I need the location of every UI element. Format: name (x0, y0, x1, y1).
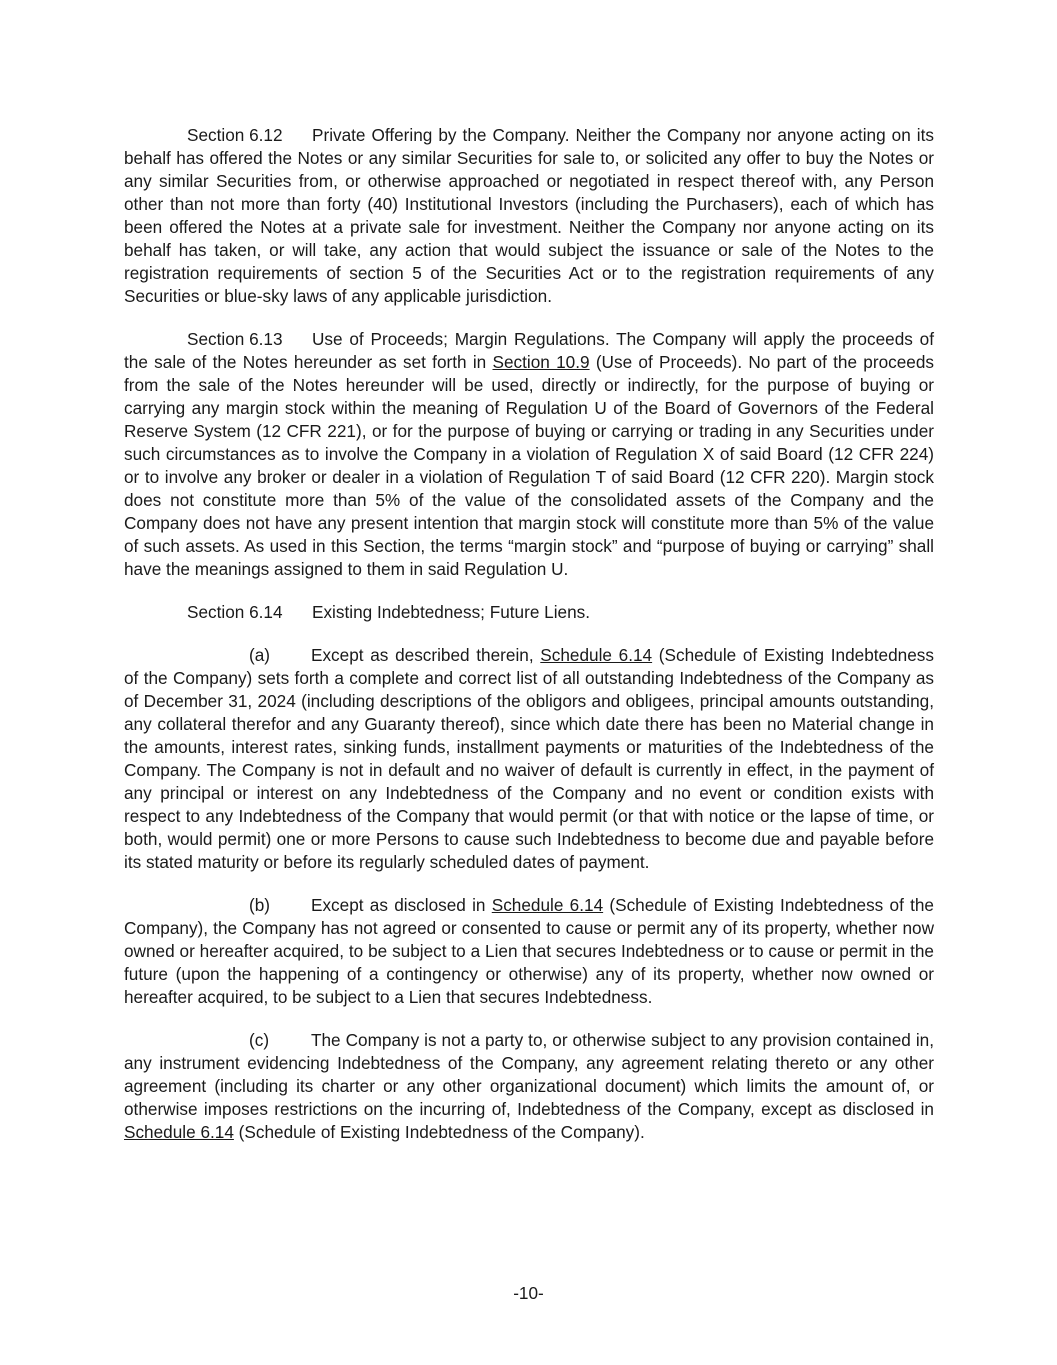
section-text: Neither the Company nor anyone acting on its behalf has offered the Notes or any similar Securities for sale to, or solicited any offer to buy the Notes or any similar Securities from, or otherwise approached or negotiated in respect thereof with, any Person other than not more than forty (40) Institutional Investors (including the Purchasers), each of which has been offered the Notes at a private sale for investment. Neither the Company nor anyone acting on its behalf has taken, or will take, any action that would subject the issuance or sale of the Notes to the registration requirements of section 5 of the Securities Act or to the registration requirements of any Securities or blue-sky laws of any applicable jurisdiction. (124, 125, 934, 306)
subsection-b (124, 894, 934, 1009)
section-text: (Use of Proceeds). No part of the proceeds from the sale of the Notes hereunder will be used, directly or indirectly, for the purpose of buying or carrying any margin stock within the meaning of Regulation U of the Board of Governors of the Federal Reserve System (12 CFR 221), or for the purpose of buying or carrying or trading in any Securities under such circumstances as to involve the Company in a violation of Regulation X of said Board (12 CFR 224) or to involve any broker or dealer in a violation of Regulation T of said Board (12 CFR 220). Margin stock does not constitute more than 5% of the value of the consolidated assets of the Company and the Company does not have any present intention that margin stock will constitute more than 5% of the value of such assets. As used in this Section, the terms “margin stock” and “purpose of buying or carrying” shall have the meanings assigned to them in said Regulation U. (124, 352, 934, 579)
section-number: Section 6.14 (187, 602, 283, 622)
subsection-label: (c) (249, 1030, 270, 1050)
subsection-text: (Schedule of Existing Indebtedness of the Company), the Company has not agreed or consented to cause or permit any of its property, whether now owned or hereafter acquired, to be subject to a Lien that secures Indebtedness or to cause or permit in the future (upon the happening of a contingency or otherwise) any of its property, whether now owned or hereafter acquired, to be subject to a Lien that secures Indebtedness. (124, 895, 934, 1007)
section-heading: Private Offering by the Company. (312, 125, 570, 145)
subsection-text: Except as described therein, (311, 645, 541, 665)
subsection-label: (a) (249, 645, 271, 665)
section-6-13 (124, 328, 934, 581)
document-body (124, 124, 934, 1164)
cross-reference-link[interactable]: Schedule 6.14 (124, 1122, 234, 1142)
subsection-text: (Schedule of Existing Indebtedness of the Company). (233, 1122, 645, 1142)
subsection-label: (b) (249, 895, 271, 915)
subsection-a (124, 644, 934, 874)
section-number: Section 6.12 (187, 125, 283, 145)
cross-reference-link[interactable]: Schedule 6.14 (491, 895, 604, 915)
section-6-14 (124, 601, 934, 624)
cross-reference-link[interactable]: Schedule 6.14 (540, 645, 653, 665)
section-heading: Use of Proceeds; Margin Regulations. (312, 329, 610, 349)
subsection-c (124, 1029, 934, 1144)
cross-reference-link[interactable]: Section 10.9 (492, 352, 590, 372)
section-6-12 (124, 124, 934, 308)
page-number: -10- (513, 1283, 544, 1303)
section-heading: Existing Indebtedness; Future Liens. (312, 602, 591, 622)
subsection-text: (Schedule of Existing Indebtedness of the Company) sets forth a complete and correct list of all outstanding Indebtedness of the Company as of December 31, 2024 (including descriptions of the obligors and obligees, principal amounts outstanding, any collateral therefor and any Guaranty thereof), since which date there has been no Material change in the amounts, interest rates, sinking funds, installment payments or maturities of the Indebtedness of the Company. The Company is not in default and no waiver of default is currently in effect, in the payment of any principal or interest on any Indebtedness of the Company and no event or condition exists with respect to any Indebtedness of the Company that would permit (or that with notice or the lapse of time, or both, would permit) one or more Persons to cause such Indebtedness to become due and payable before its stated maturity or before its regularly scheduled dates of payment. (124, 645, 934, 872)
section-text: The Company will apply the proceeds of the sale of the Notes hereunder as set forth in (124, 329, 934, 372)
subsection-text: Except as disclosed in (311, 895, 492, 915)
subsection-text: The Company is not a party to, or otherwise subject to any provision contained in, any instrument evidencing Indebtedness of the Company, any agreement relating thereto or any other agreement (including its charter or any other organizational document) which limits the amount of, or otherwise imposes restrictions on the incurring of, Indebtedness of the Company, except as disclosed in (124, 1030, 934, 1119)
section-number: Section 6.13 (187, 329, 283, 349)
